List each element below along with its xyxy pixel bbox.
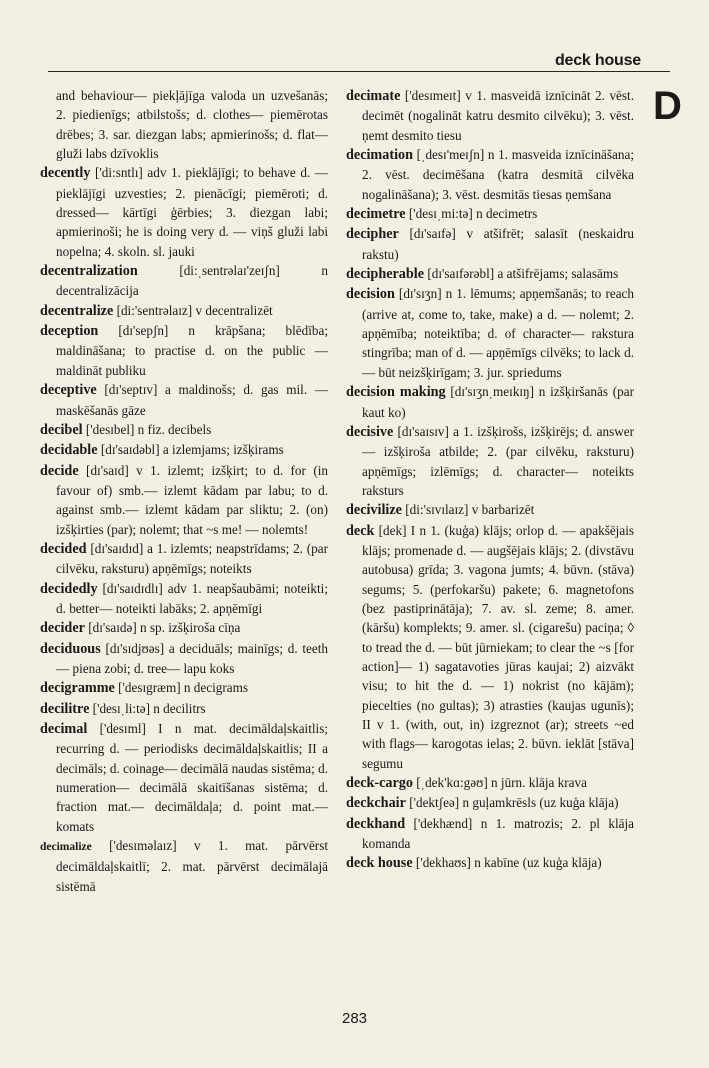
dictionary-entry	[40, 380, 328, 420]
entry-definition: [ˌdek'kɑ:gəʊ] n jūrn. klāja krava	[412, 775, 587, 791]
dictionary-entry	[346, 521, 634, 773]
entry-definition: [dɪ'sɪʒn] n 1. lēmums; apņemšanās; to reach (arrive at, come to, take, make) a d. — nolemt; 2. apņēmība; noteiktība; d. of character— rakstura stingrība; man of d. — apņēmīgs cilvēks; to lack d. — būt neizšķirīgam; 3. jur. spriedums	[362, 286, 634, 380]
dictionary-entry	[346, 382, 634, 422]
entry-definition: ['dekhaʊs] n kabīne (uz kuģa klāja)	[412, 855, 602, 871]
left-column	[40, 86, 328, 896]
entry-definition: ['desɪˌmi:tə] n decimetrs	[405, 206, 538, 222]
thumb-index-letter: D	[653, 84, 682, 128]
entry-headword: decentralization	[40, 263, 138, 280]
entry-definition: [dɪ'saɪdɪd] a 1. izlemts; neapstrīdams; 2. (par cilvēku, raksturu) apņēmīgs; noteikts	[56, 540, 328, 577]
dictionary-entry	[346, 86, 634, 145]
entry-definition: [dɪ'saɪd] v 1. izlemt; izšķirt; to d. for (in favour of) smb.— izlemt kādam par labu; to d. against smb.— izlemt kādam par sliktu; 2. (on) izšķirties (par); nolemt; that ~s me! — nolemts!	[56, 462, 328, 537]
entry-definition: [di:'sɪvɪlaɪz] v barbarizēt	[401, 502, 535, 518]
page-number: 283	[341, 1010, 368, 1027]
dictionary-entry	[40, 699, 328, 719]
entry-headword: deck-cargo	[346, 775, 413, 792]
dictionary-entry	[40, 539, 328, 579]
entry-headword: decibel	[40, 421, 83, 438]
dictionary-entry	[40, 639, 328, 679]
dictionary-entry	[40, 719, 328, 836]
entry-definition: ['dekhænd] n 1. matrozis; 2. pl klāja komanda	[362, 815, 634, 852]
dictionary-entry	[40, 86, 328, 163]
entry-headword: deceptive	[40, 382, 97, 399]
entry-headword: deception	[40, 323, 99, 340]
entry-definition: [dɪ'sepʃn] n krāpšana; blēdība; maldināšana; to practise d. on the public — maldināt publiku	[56, 323, 328, 378]
entry-headword: decently	[40, 165, 91, 182]
entry-definition: ['desɪbel] n fiz. decibels	[82, 421, 212, 437]
entry-headword: decision making	[346, 384, 446, 401]
dictionary-entry	[40, 836, 328, 896]
entry-definition: ['desɪˌli:tə] n decilitrs	[89, 700, 206, 716]
dictionary-entry	[346, 793, 634, 813]
entry-definition: ['desɪml] I n mat. decimāldaļskaitlis; recurring d. — periodisks decimāldaļskaitlis; II a decimāls; d. coinage— decimālā naudas sistēma; d. numeration— decimālā skaitīšanas sistēma; d. fraction mat.— decimāldaļa; d. point mat.— komats	[56, 721, 328, 834]
entry-definition: [dɪ'saɪfə] v atšifrēt; salasīt (neskaidru rakstu)	[362, 226, 634, 262]
dictionary-entry	[40, 321, 328, 380]
entry-definition: [dɪ'saɪdɪdlɪ] adv 1. neapšaubāmi; noteikti; d. better— noteikti labāks; 2. apņēmīgi	[56, 580, 328, 616]
entry-headword: decimate	[346, 88, 401, 104]
dictionary-entry	[40, 440, 328, 460]
dictionary-entry	[40, 678, 328, 698]
entry-definition: [dɪ'sɪʒnˌmeɪkɪŋ] n izšķiršanās (par kaut ko)	[362, 384, 634, 420]
entry-definition: [dek] I n 1. (kuģa) klājs; orlop d. — apakšējais klājs; promenade d. — augšējais klājs; 2. (divstāvu autobusa) grīda; 3. vagona jumts; 4. būvn. (stāva) segums; 5. (perfokaršu) pakete; 6. magnetofons (bez pastiprinātāja); 7. av. sl. zeme; 8. amer. (kāršu) komplekts; 9. amer. sl. (cigarešu) paciņa; ◊ to tread the d. — būt jūrniekam; to clear the ~s [for action]— 1) sagatavoties jūras kaujai; 2) aizvākt visu; to hit the d. — 1) nokrist (no kājām); piecelties (no gultas); 3) atrasties (kaujas ugunīs); II v 1. (with, out, in) izgreznot (ar); streets ~ed with flags— karogotas ielas; 2. būvn. ieklāt [stāva] segumu	[362, 522, 634, 771]
dictionary-entry	[346, 853, 634, 873]
entry-definition: [dɪ'saɪdəbl] a izlemjams; izšķirams	[97, 442, 284, 458]
entry-definition: [dɪ'septɪv] a maldinošs; d. gas mil. — maskēšanās gāze	[56, 382, 328, 418]
dictionary-entry	[346, 145, 634, 204]
dictionary-entry	[346, 284, 634, 382]
entry-headword: deciduous	[40, 640, 101, 657]
entry-headword: decimalize	[40, 841, 92, 854]
entry-headword: decision	[346, 286, 395, 303]
entry-headword: deck house	[346, 855, 413, 872]
entry-definition: ['desɪmeɪt] v 1. masveidā iznīcināt 2. vēst. decimēt (nogalināt katru desmito cilvēku); 3. vēst. ņemt desmito tiesu	[362, 88, 634, 143]
entry-definition: ['di:sntlı] adv 1. pieklājīgi; to behave d. — pieklājīgi uzvesties; 2. pienācīgi; piemēroti; d. dressed— kārtīgi ģērbies; 3. diezgan labi; apmierinoši; he is doing very d. — viņš gluži labi nopelna; 4. skoln. sl. jauki	[56, 165, 328, 259]
dictionary-entry	[346, 264, 634, 284]
entry-headword: decipher	[346, 226, 399, 243]
right-column	[346, 86, 634, 874]
entry-headword: deckchair	[346, 795, 406, 812]
entry-headword: deck	[346, 522, 375, 539]
entry-headword: decidable	[40, 442, 98, 459]
entry-headword: decisive	[346, 423, 394, 440]
dictionary-entry	[40, 163, 328, 261]
entry-headword: decimetre	[346, 206, 406, 223]
dictionary-entry	[346, 814, 634, 854]
entry-headword: decide	[40, 462, 79, 479]
entry-headword: decimal	[40, 721, 88, 737]
entry-headword: decigramme	[40, 680, 115, 697]
entry-definition: [dɪ'saɪsɪv] a 1. izšķirošs, izšķirējs; d. answer— izšķiroša atbilde; 2. (par cilvēku, raksturu) apņēmīgs; izlēmīgs; d. character— noteikts raksturs	[362, 423, 634, 498]
entry-headword: decidedly	[40, 580, 98, 597]
dictionary-entry	[346, 773, 634, 793]
entry-definition: [di:ˌsentrəlaɪ'zeɪʃn] n decentralizācija	[56, 263, 328, 299]
dictionary-entry	[346, 422, 634, 500]
entry-definition: [dɪ'sɪdjʊəs] a deciduāls; mainīgs; d. teeth— piena zobi; d. tree— lapu koks	[56, 640, 328, 676]
entry-definition: ['desɪməlaɪz] v 1. mat. pārvērst decimāldaļskaitlī; 2. mat. pārvērst decimālajā sistēmā	[56, 838, 328, 894]
entry-definition: [ˌdesɪ'meɪʃn] n 1. masveida iznīcināšana; 2. vēst. decimēšana (katra desmitā cilvēka nogalināšana); 3. vēst. desmitās tiesas ņemšana	[362, 147, 634, 202]
entry-headword: decided	[40, 540, 87, 557]
entry-headword: deckhand	[346, 815, 406, 832]
dictionary-entry	[40, 420, 328, 440]
running-head: deck house	[554, 52, 641, 69]
entry-headword: decentralize	[40, 302, 114, 319]
dictionary-entry	[40, 301, 328, 321]
dictionary-entry	[40, 261, 328, 301]
dictionary-entry	[346, 204, 634, 224]
entry-headword: decilitre	[40, 700, 90, 717]
header-rule	[48, 71, 670, 72]
entry-headword: decivilize	[346, 502, 402, 519]
entry-definition: and behaviour— piekļājīga valoda un uzvešanās; 2. piedienīgs; atbilstošs; d. clothes— piemērotas drēbes; 3. sar. diezgan labs; apmierinošs; d. flat— gluži labs dzīvoklis	[56, 88, 328, 162]
entry-headword: decimation	[346, 147, 413, 164]
dictionary-entry	[40, 579, 328, 619]
dictionary-entry	[40, 618, 328, 638]
entry-definition: ['desɪgræm] n decigrams	[114, 680, 248, 696]
dictionary-entry	[40, 461, 328, 539]
entry-definition: [dɪ'saɪfərəbl] a atšifrējams; salasāms	[424, 266, 619, 282]
entry-definition: [dɪ'saɪdə] n sp. izšķiroša cīņa	[84, 620, 241, 636]
dictionary-entry	[346, 224, 634, 264]
entry-definition: ['dektʃeə] n guļamkrēsls (uz kuģa klāja)	[405, 795, 619, 811]
entry-headword: decipherable	[346, 266, 425, 283]
entry-definition: [di:'sentrəlaɪz] v decentralizēt	[113, 302, 273, 318]
entry-headword: decider	[40, 620, 85, 637]
dictionary-entry	[346, 500, 634, 520]
